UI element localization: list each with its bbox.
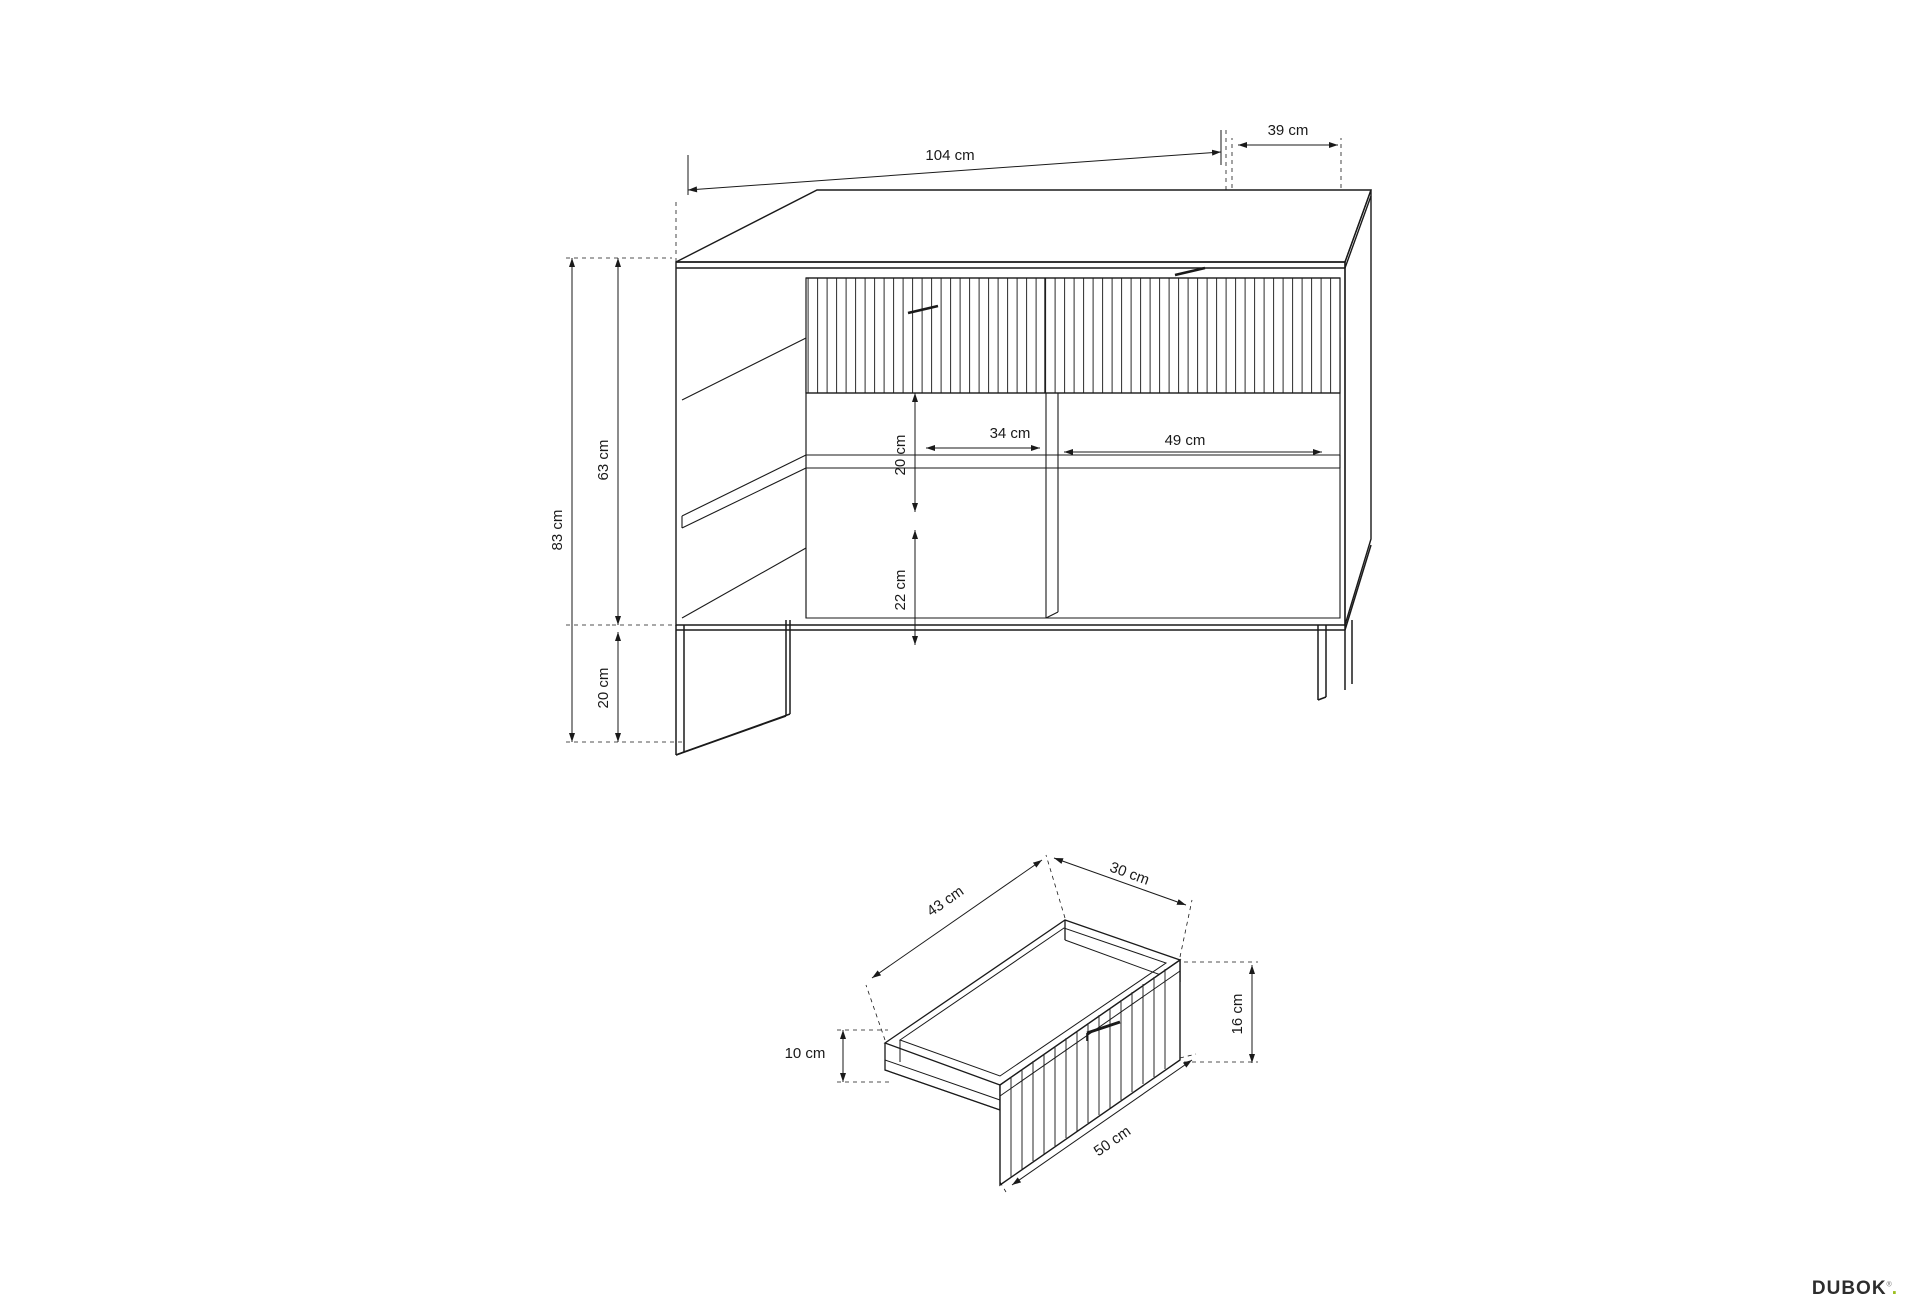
dim-label-drawer-30: 30 cm: [1107, 858, 1152, 889]
dim-label-drawer-10: 10 cm: [784, 1045, 826, 1062]
dim-label-inner-h22: 22 cm: [892, 569, 909, 611]
cabinet-body: [676, 190, 1371, 625]
dim-label-inner-34: 34 cm: [989, 425, 1031, 442]
dim-label-width: 104 cm: [925, 147, 975, 164]
cabinet-ribbed-fronts: [806, 268, 1340, 393]
brand-logo: DUBOK®.: [1811, 1278, 1898, 1299]
cabinet-figure: [549, 122, 1371, 755]
dim-label-leg-20: 20 cm: [595, 667, 612, 709]
drawer-front: [1000, 960, 1180, 1185]
dim-label-depth: 39 cm: [1267, 122, 1309, 139]
dim-label-drawer-43: 43 cm: [923, 882, 968, 920]
dim-label-inner-49: 49 cm: [1164, 432, 1206, 449]
dim-label-height-63: 63 cm: [595, 439, 612, 481]
dim-label-drawer-16: 16 cm: [1229, 993, 1246, 1035]
handle-right-icon: [1175, 268, 1205, 275]
brand-trademark: ®: [1886, 1281, 1892, 1289]
dim-label-height-83: 83 cm: [549, 509, 566, 551]
dim-label-drawer-50: 50 cm: [1090, 1122, 1135, 1160]
dim-label-inner-h20: 20 cm: [892, 434, 909, 476]
drawer-figure: [785, 855, 1258, 1192]
cabinet-legs: [676, 545, 1371, 755]
brand-name: DUBOK: [1811, 1278, 1887, 1299]
